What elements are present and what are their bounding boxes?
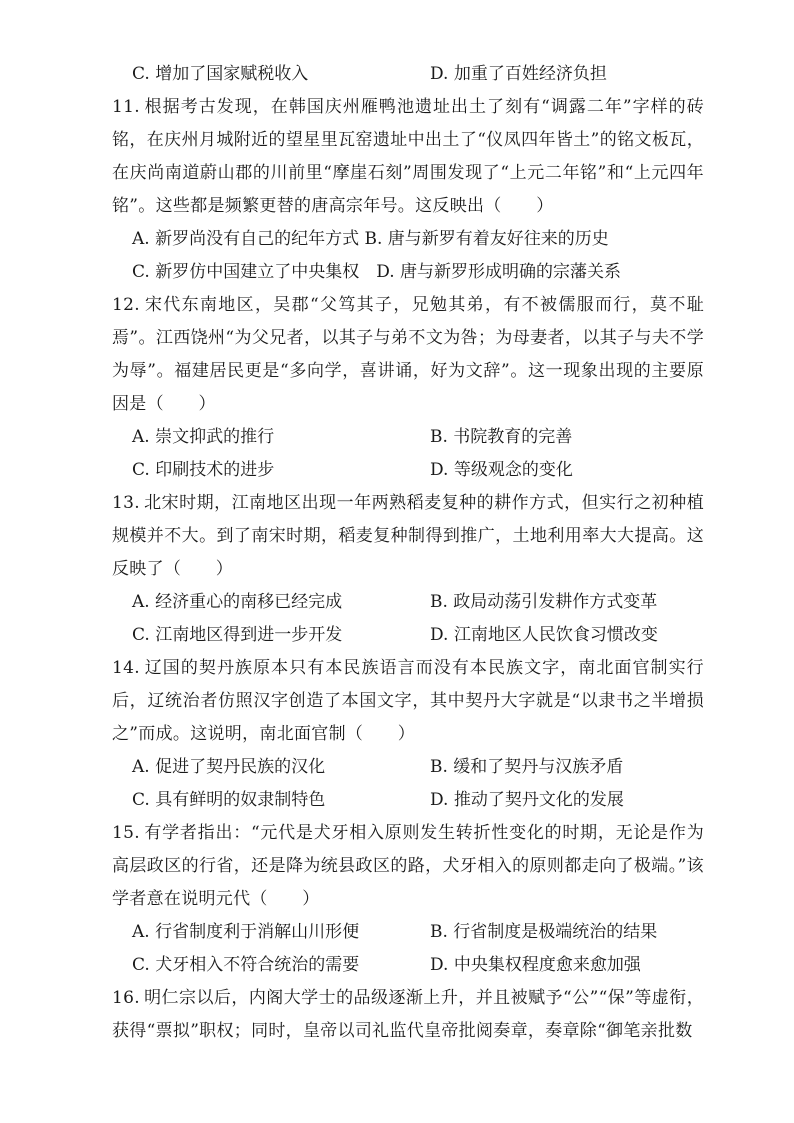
option-row: [112, 586, 704, 619]
question-number: 12.: [112, 295, 140, 315]
option-c: C. 具有鲜明的奴隶制特色: [132, 790, 326, 810]
question-number: 16.: [112, 988, 140, 1008]
option-row: [112, 916, 704, 949]
question-15: [112, 817, 704, 916]
option-a: A. 经济重心的南移已经完成: [132, 592, 343, 612]
option-d: D. 江南地区人民饮食习惯改变: [430, 625, 658, 645]
option-row: [112, 223, 704, 256]
question-text: 有学者指出：“元代是犬牙相入原则发生转折性变化的时期，无论是作为高层政区的行省，还是降为统县政区的路，犬牙相入的原则都走向了极端。”该学者意在说明元代（ ）: [112, 823, 704, 909]
option-c: C. 印刷技术的进步: [132, 460, 275, 480]
question-text: 明仁宗以后，内阁大学士的品级逐渐上升，并且被赋予“公”“保”等虚衔，获得“票拟”职权；同时，皇帝以司礼监代皇帝批阅奏章，奏章除“御笔亲批数: [112, 988, 704, 1041]
option-a: A. 行省制度利于消解山川形便: [132, 922, 360, 942]
question-number: 11.: [112, 97, 140, 117]
option-b: B. 行省制度是极端统治的结果: [430, 922, 658, 942]
option-row: [112, 949, 704, 982]
question-13: [112, 487, 704, 586]
question-12: [112, 289, 704, 421]
option-a: A. 崇文抑武的推行: [132, 427, 275, 447]
option-c: C. 增加了国家赋税收入: [132, 64, 309, 84]
option-row: [112, 751, 704, 784]
options-cd: C. 新罗仿中国建立了中央集权 D. 唐与新罗形成明确的宗藩关系: [132, 262, 622, 282]
option-row: [112, 454, 704, 487]
option-row: [112, 619, 704, 652]
option-d: D. 中央集权程度愈来愈加强: [430, 955, 641, 975]
option-row: [112, 784, 704, 817]
option-b: B. 缓和了契丹与汉族矛盾: [430, 757, 624, 777]
question-text: 北宋时期，江南地区出现一年两熟稻麦复种的耕作方式，但实行之初种植规模并不大。到了南宋时期，稻麦复种制得到推广，土地利用率大大提高。这反映了（ ）: [112, 493, 704, 579]
question-14: [112, 652, 704, 751]
options-ab: A. 新罗尚没有自己的纪年方式 B. 唐与新罗有着友好往来的历史: [132, 229, 609, 249]
question-number: 13.: [112, 493, 140, 513]
option-d: D. 加重了百姓经济负担: [430, 64, 607, 84]
option-a: A. 促进了契丹民族的汉化: [132, 757, 326, 777]
option-row: [112, 256, 704, 289]
option-row: [112, 421, 704, 454]
option-b: B. 政局动荡引发耕作方式变革: [430, 592, 658, 612]
option-d: D. 推动了契丹文化的发展: [430, 790, 624, 810]
question-text: 宋代东南地区，吴郡“父笃其子，兄勉其弟，有不被儒服而行，莫不耻焉”。江西饶州“为父兄者，以其子与弟不文为咎；为母妻者，以其子与夫不学为辱”。福建居民更是“多向学，喜讲诵，好为文辞”。这一现象出现的主要原因是（ ）: [112, 295, 704, 414]
option-c: C. 江南地区得到进一步开发: [132, 625, 343, 645]
option-d: D. 等级观念的变化: [430, 460, 573, 480]
question-number: 14.: [112, 658, 140, 678]
option-row-top: [112, 58, 704, 91]
option-b: B. 书院教育的完善: [430, 427, 573, 447]
question-number: 15.: [112, 823, 140, 843]
option-c: C. 犬牙相入不符合统治的需要: [132, 955, 360, 975]
question-11: [112, 91, 704, 223]
question-text: 根据考古发现，在韩国庆州雁鸭池遗址出土了刻有“调露二年”字样的砖铭，在庆州月城附近的望星里瓦窑遗址中出土了“仪凤四年皆土”的铭文板瓦，在庆尚南道蔚山郡的川前里“摩崖石刻”周围发现了“上元二年铭”和“上元四年铭”。这些都是频繁更替的唐高宗年号。这反映出（ ）: [112, 97, 704, 216]
question-16: [112, 982, 704, 1048]
question-text: 辽国的契丹族原本只有本民族语言而没有本民族文字，南北面官制实行后，辽统治者仿照汉字创造了本国文字，其中契丹大字就是“以隶书之半增损之”而成。这说明，南北面官制（ ）: [112, 658, 704, 744]
